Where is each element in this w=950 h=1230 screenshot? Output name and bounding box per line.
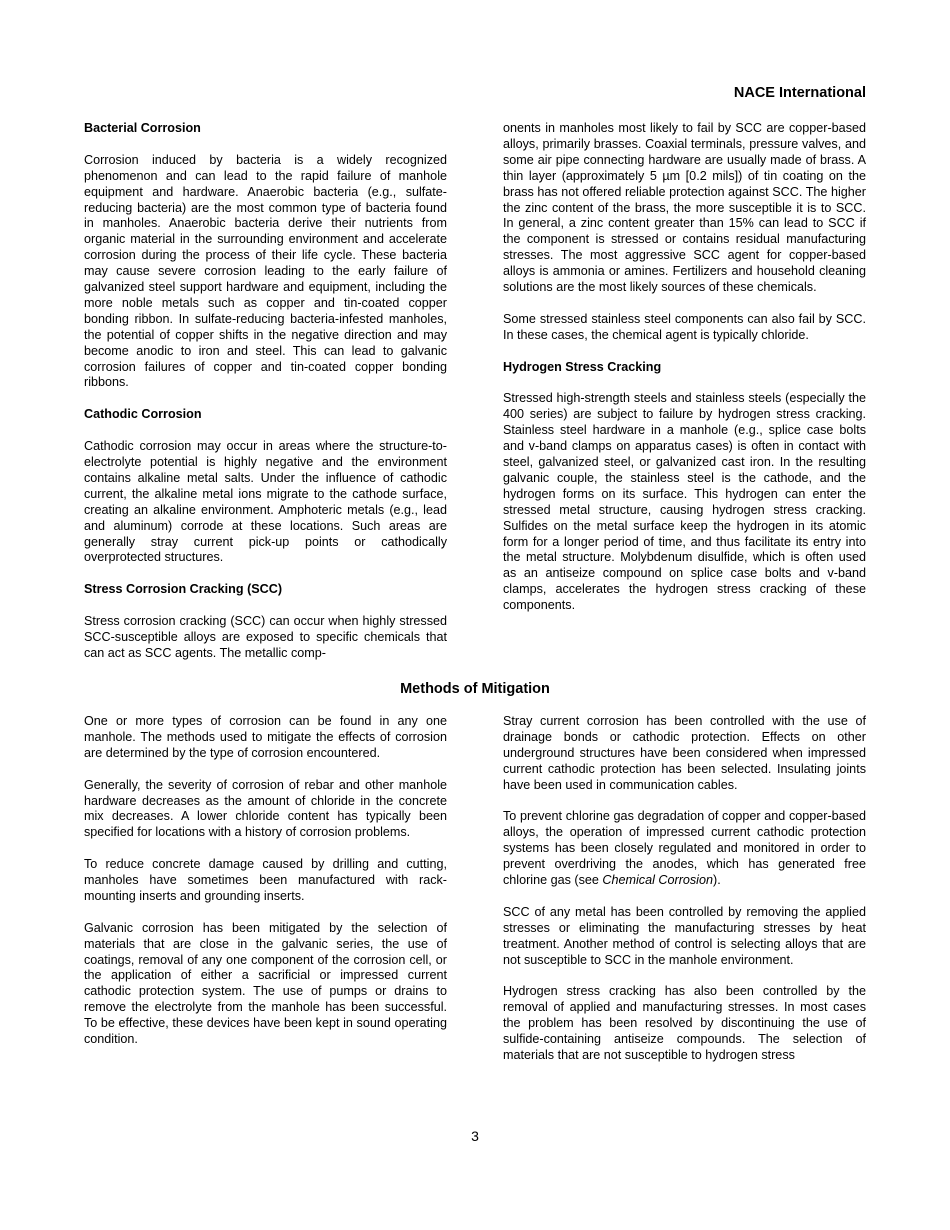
- hydrogen-stress-cracking-heading: Hydrogen Stress Cracking: [503, 359, 662, 374]
- stainless-steel-paragraph: Some stressed stainless steel components can also fail by SCC. In these cases, the chemical agent is typically chloride.: [503, 311, 866, 342]
- mitigation-paragraph: Galvanic corrosion has been mitigated by the selection of materials that are close in the galvanic series, the use of coatings, removal of any one component of the corrosion cell, or the application of either a sacrificial or impressed current cathodic protection system. The use of pumps or drains to remove the electrolyte from the manhole has been successful. To be effective, these devices have been kept in sound operating condition.: [84, 920, 447, 1047]
- scc-control-paragraph: SCC of any metal has been controlled by removing the applied stresses or eliminating the manufacturing stresses by heat treatment. Another method of control is selecting alloys that are not susceptible to SCC in the manhole environment.: [503, 904, 866, 967]
- chemical-corrosion-reference: Chemical Corrosion: [602, 873, 713, 888]
- mitigation-paragraph: Generally, the severity of corrosion of rebar and other manhole hardware decreases as the amount of chloride in the concrete mix decreases. A lower chloride content has typically been specified for locations with a history of corrosion problems.: [84, 777, 447, 840]
- mitigation-paragraph: One or more types of corrosion can be found in any one manhole. The methods used to mitigate the effects of corrosion are determined by the type of corrosion encountered.: [84, 714, 447, 760]
- stray-current-paragraph: Stray current corrosion has been controlled with the use of drainage bonds or cathodic protection. Effects on other underground structures have been considered when impressed current cathodic protection has been selected. Insulating joints have been used in communication cables.: [503, 714, 866, 792]
- header-organization: NACE International: [733, 85, 866, 101]
- mitigation-right-column: [503, 714, 866, 1064]
- mitigation-left-column: [84, 714, 447, 1048]
- bacterial-corrosion-heading: Bacterial Corrosion: [84, 121, 201, 135]
- cathodic-corrosion-heading: Cathodic Corrosion: [84, 407, 202, 422]
- page-number: 3: [471, 1128, 479, 1144]
- cathodic-corrosion-paragraph: Cathodic corrosion may occur in areas where the structure-to-electrolyte potential is highly negative and the environment contains alkaline metal salts. Under the influence of cathodic current, the alkaline metal ions migrate to the cathode surface, creating an alkaline environment. Amphoteric metals (e.g., lead and aluminum) corrode at these locations. Such areas are generally stray current pick-up points or cathodically overprotected structures.: [84, 439, 447, 565]
- top-left-column: [84, 121, 447, 662]
- scc-heading: Stress Corrosion Cracking (SCC): [84, 582, 283, 597]
- chlorine-text-pre: To prevent chlorine gas degradation of copper and copper-based alloys, the operation of impressed current cathodic protection systems has been closely regulated and monitored in order to prevent overdriving the anodes, which has generated free chlorine gas (see: [503, 809, 866, 888]
- mitigation-section-title: Methods of Mitigation: [400, 681, 550, 697]
- hydrogen-stress-cracking-paragraph: Stressed high-strength steels and stainless steels (especially the 400 series) are subject to failure by hydrogen stress cracking. Stainless steel hardware in a manhole (e.g., splice case bolts and v-band clamps on apparatus cases) is often in contact with steel, galvanized steel, or galvanized cast iron. In the resulting galvanic couple, the stainless steel is the cathode, and the hydrogen forms on its surface. This hydrogen can enter the stressed metal structure, causing hydrogen stress cracking. Sulfides on the metal surface keep the hydrogen in its atomic form for a longer period of time, and thus facilitate its entry into the metal structure. Molybdenum disulfide, which is often used as an antiseize compound on splice case bolts and v-band clamps, accelerates the hydrogen stress cracking of these components.: [503, 391, 866, 613]
- scc-paragraph: Stress corrosion cracking (SCC) can occur when highly stressed SCC-susceptible alloys are exposed to specific chemicals that can act as SCC agents. The metallic comp-: [84, 614, 447, 660]
- hydrogen-control-paragraph: Hydrogen stress cracking has also been controlled by the removal of applied and manufacturing stresses. In most cases the problem has been resolved by discontinuing the use of sulfide-containing antiseize compounds. The selection of materials that are not susceptible to hydrogen stress: [503, 984, 866, 1062]
- chlorine-gas-paragraph: [503, 809, 866, 889]
- scc-continued-paragraph: onents in manholes most likely to fail by SCC are copper-based alloys, primarily brasses. Coaxial terminals, pressure valves, and some air pipe connecting hardware are usually made of brass. A thin layer (approximately 5 µm [0.2 mils]) of tin coating on the brass has not offered reliable protection against SCC. The higher the zinc content of the brass, the more susceptible it is to SCC. In general, a zinc content greater than 15% can lead to SCC if the component is stressed or contains residual manufacturing stresses. The most aggressive SCC agent for copper-based alloys is ammonia or amines. Fertilizers and household cleaning solutions are the most likely sources of these chemicals.: [503, 121, 866, 295]
- chlorine-text-post: ).: [713, 873, 721, 888]
- mitigation-paragraph: To reduce concrete damage caused by drilling and cutting, manholes have sometimes been manufactured with rack-mounting inserts and grounding inserts.: [84, 857, 447, 903]
- top-right-column: [503, 121, 866, 614]
- bacterial-corrosion-paragraph: Corrosion induced by bacteria is a widely recognized phenomenon and can lead to the rapid failure of manhole equipment and hardware. Anaerobic bacteria (e.g., sulfate-reducing bacteria) are the most common type of bacteria found in manholes. Anaerobic bacteria derive their nutrients from organic material in the surrounding environment and accelerate corrosion during the process of their life cycle. These bacteria may cause severe corrosion leading to the early failure of galvanized steel support hardware and equipment, including the more noble metals such as copper and tin-coated copper bonding ribbon. In sulfate-reducing bacteria-infested manholes, the potential of copper shifts in the negative direction and may become anodic to iron and steel. This can lead to galvanic corrosion failures of copper and tin-coated copper bonding ribbons.: [84, 152, 447, 390]
